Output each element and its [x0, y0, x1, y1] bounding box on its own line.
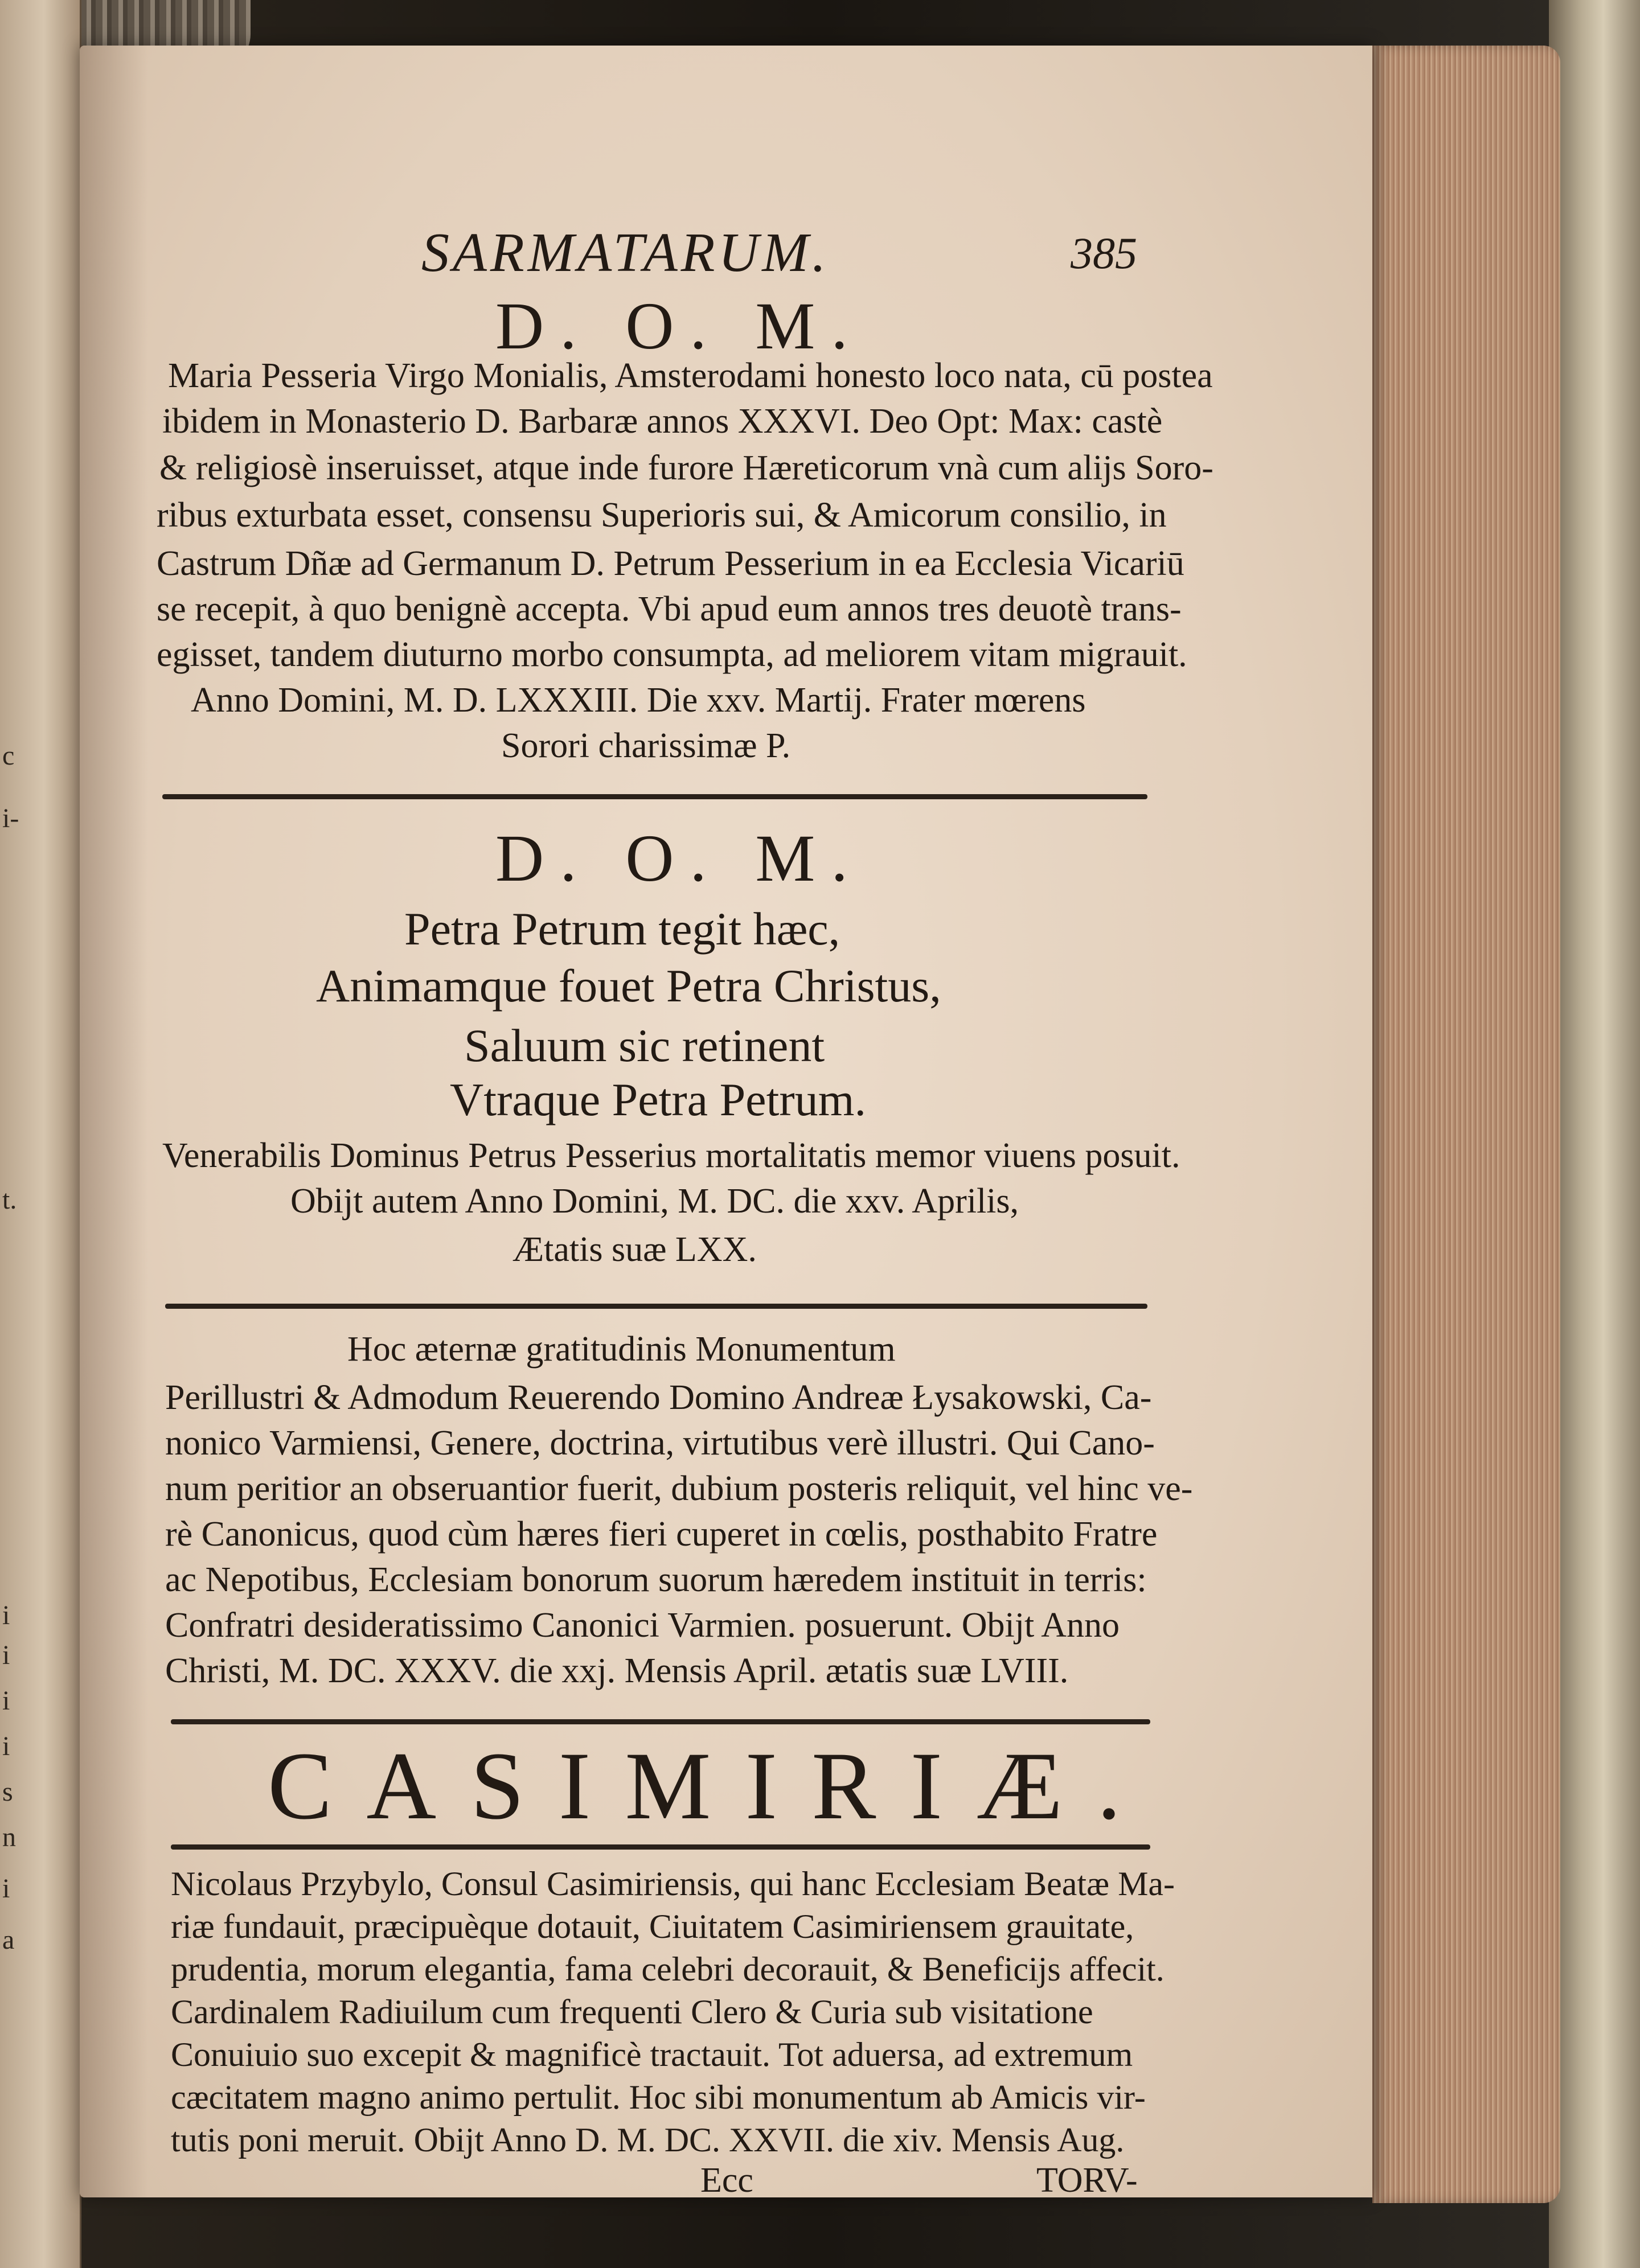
epitaph1-line: Castrum Dñæ ad Germanum D. Petrum Pesserium in ea Ecclesia Vicariū: [157, 544, 1184, 583]
verse-line: Saluum sic retinent: [464, 1020, 825, 1071]
epitaph3-line: num peritior an obseruantior fuerit, dubium posteris reliquit, vel hinc ve-: [165, 1469, 1193, 1508]
epitaph2-line: Ætatis suæ LXX.: [512, 1230, 757, 1269]
epitaph3-line: Confratri desideratissimo Canonici Varmien. posuerunt. Obijt Anno: [165, 1606, 1120, 1645]
epitaph4-line: cæcitatem magno animo pertulit. Hoc sibi monumentum ab Amicis vir-: [171, 2078, 1146, 2116]
verse-line: Animamque fouet Petra Christus,: [316, 960, 941, 1012]
epitaph2-line: Venerabilis Dominus Petrus Pesserius mortalitatis memor viuens posuit.: [162, 1136, 1180, 1175]
epitaph1-line: Anno Domini, M. D. LXXXIII. Die xxv. Martij. Frater mœrens: [191, 681, 1086, 720]
epitaph1-dom-heading: D. O. M.: [495, 289, 864, 363]
left-fragment: a: [2, 1925, 15, 1955]
book-cover-edge: [1549, 0, 1640, 2268]
section-title: CASIMIRIÆ.: [268, 1732, 1155, 1839]
left-fragment: i: [2, 1600, 10, 1630]
left-fragment: i: [2, 1640, 10, 1670]
epitaph1-line: egisset, tandem diuturno morbo consumpta, ad meliorem vitam migrauit.: [157, 635, 1187, 674]
epitaph3-line: Hoc æternæ gratitudinis Monumentum: [347, 1330, 896, 1369]
epitaph4-line: riæ fundauit, præcipuèque dotauit, Ciuitatem Casimiriensem grauitate,: [171, 1908, 1134, 1945]
gutter-shadow: [80, 46, 148, 2197]
epitaph2-line: Obijt autem Anno Domini, M. DC. die xxv. Aprilis,: [290, 1182, 1019, 1221]
epitaph4-line: prudentia, morum elegantia, fama celebri decorauit, & Beneficijs affecit.: [171, 1950, 1165, 1988]
page-block-edges: [1372, 46, 1560, 2203]
left-fragment: c: [2, 741, 15, 771]
epitaph1-line: ribus exturbata esset, consensu Superioris sui, & Amicorum consilio, in: [157, 496, 1167, 535]
left-fragment: i: [2, 1686, 10, 1716]
epitaph3-line: rè Canonicus, quod cùm hæres fieri cuperet in cœlis, posthabito Fratre: [165, 1515, 1158, 1554]
epitaph4-line: Conuiuio suo excepit & magnificè tractauit. Tot aduersa, ad extremum: [171, 2036, 1133, 2073]
catchword: TORV-: [1036, 2161, 1138, 2200]
epitaph1-line: ibidem in Monasterio D. Barbaræ annos XXXVI. Deo Opt: Max: castè: [162, 402, 1163, 441]
epitaph1-line: & religiosè inseruisset, atque inde furore Hæreticorum vnà cum alijs Soro-: [159, 449, 1213, 487]
left-page-edge: [0, 0, 81, 2268]
left-fragment: s: [2, 1777, 13, 1807]
section-divider: [162, 794, 1147, 799]
left-fragment: n: [2, 1822, 16, 1852]
section-divider: [171, 1844, 1150, 1850]
verse-line: Vtraque Petra Petrum.: [450, 1074, 866, 1125]
epitaph4-line: tutis poni meruit. Obijt Anno D. M. DC. XXVII. die xiv. Mensis Aug.: [171, 2121, 1125, 2159]
epitaph3-line: ac Nepotibus, Ecclesiam bonorum suorum hæredem instituit in terris:: [165, 1560, 1147, 1599]
running-head: SARMATARUM.: [421, 222, 830, 284]
left-fragment: i: [2, 1731, 10, 1761]
epitaph1-line: Maria Pesseria Virgo Monialis, Amsterodami honesto loco nata, cū postea: [168, 356, 1213, 395]
verse-line: Petra Petrum tegit hæc,: [404, 903, 840, 955]
epitaph3-line: Christi, M. DC. XXXV. die xxj. Mensis April. ætatis suæ LVIII.: [165, 1651, 1069, 1690]
epitaph1-signoff: Sorori charissimæ P.: [501, 726, 791, 765]
epitaph1-line: se recepit, à quo benignè accepta. Vbi apud eum annos tres deuotè trans-: [157, 590, 1182, 628]
left-fragment: t.: [2, 1185, 17, 1215]
left-page-text-fragments: [0, 0, 80, 2268]
section-divider: [171, 1719, 1150, 1724]
left-fragment: i: [2, 1873, 10, 1904]
signature-mark: Ecc: [700, 2161, 753, 2200]
epitaph3-line: nonico Varmiensi, Genere, doctrina, virtutibus verè illustri. Qui Cano-: [165, 1424, 1155, 1462]
section-divider: [165, 1304, 1147, 1309]
page-number: 385: [1071, 228, 1137, 278]
epitaph4-line: Nicolaus Przybylo, Consul Casimiriensis, qui hanc Ecclesiam Beatæ Ma-: [171, 1865, 1175, 1903]
epitaph2-dom-heading: D. O. M.: [495, 821, 864, 895]
epitaph4-line: Cardinalem Radiuilum cum frequenti Clero & Curia sub visitatione: [171, 1993, 1093, 2031]
left-fragment: i-: [2, 803, 19, 833]
epitaph3-line: Perillustri & Admodum Reuerendo Domino Andreæ Łysakowski, Ca-: [165, 1378, 1152, 1417]
